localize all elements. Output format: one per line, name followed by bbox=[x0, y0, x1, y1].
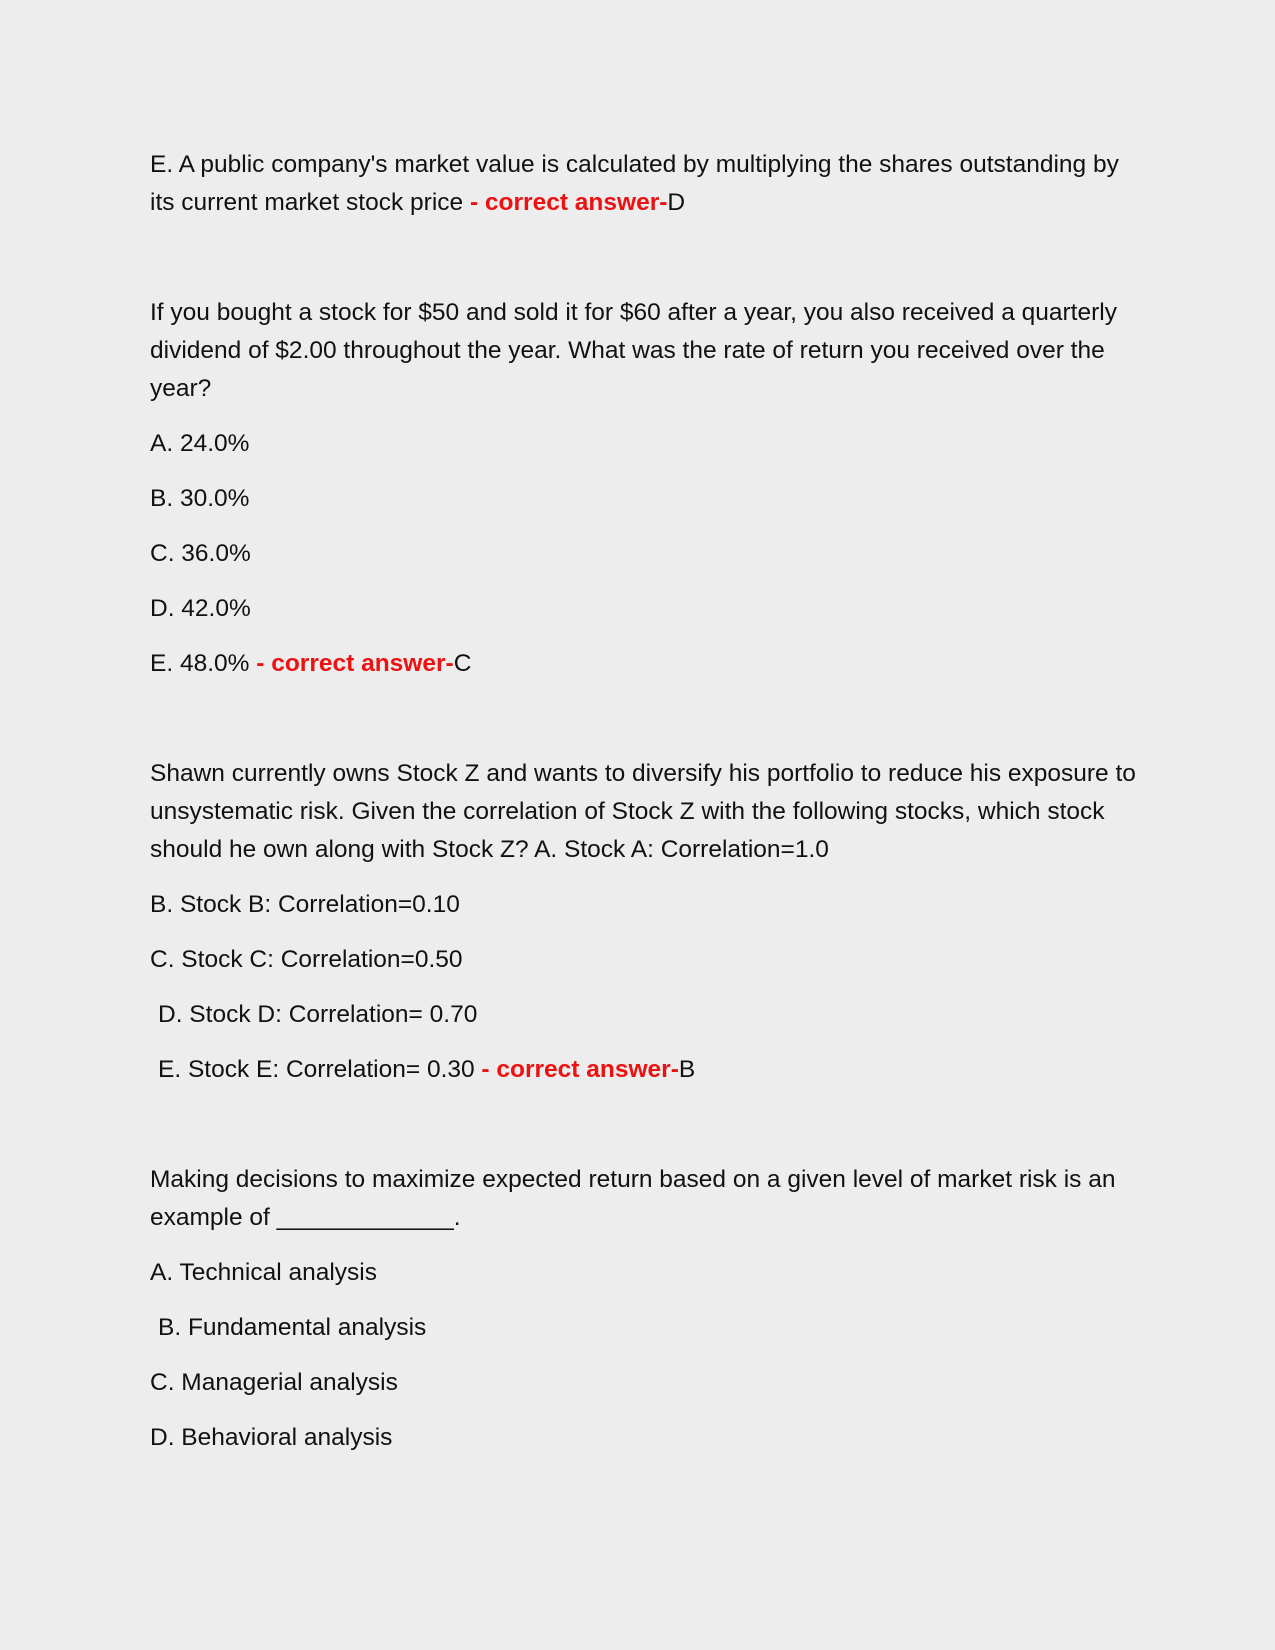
question-block-2 bbox=[150, 294, 1140, 683]
option-a: A. 24.0% bbox=[150, 430, 250, 457]
question-block-3 bbox=[150, 755, 1140, 1089]
correct-answer-letter: D bbox=[667, 189, 686, 216]
option-text: E. Stock E: Correlation= 0.30 bbox=[158, 1056, 475, 1083]
option-c: C. Stock C: Correlation=0.50 bbox=[150, 946, 463, 973]
question-block-1 bbox=[150, 146, 1140, 222]
option-d: D. Stock D: Correlation= 0.70 bbox=[158, 1001, 478, 1028]
option-a: A. Technical analysis bbox=[150, 1259, 377, 1286]
document-page bbox=[150, 146, 1140, 1457]
option-text: E. A public company's market value is calculated by multiplying the shares outstanding by its current market stock price bbox=[150, 151, 1119, 216]
question-text: If you bought a stock for $50 and sold it for $60 after a year, you also received a quarterly dividend of $2.00 throughout the year. What was the rate of return you received over the year? bbox=[150, 299, 1117, 402]
option-d: D. Behavioral analysis bbox=[150, 1424, 393, 1451]
correct-answer-marker: - correct answer- bbox=[249, 650, 454, 677]
option-c: C. Managerial analysis bbox=[150, 1369, 398, 1396]
option-b: B. Stock B: Correlation=0.10 bbox=[150, 891, 460, 918]
option-e bbox=[150, 645, 1140, 683]
correct-answer-letter: B bbox=[678, 1056, 696, 1083]
option-text: E. 48.0% bbox=[150, 650, 250, 677]
question-text: Making decisions to maximize expected return based on a given level of market risk is an example of _____________. bbox=[150, 1166, 1116, 1231]
option-b: B. Fundamental analysis bbox=[158, 1314, 427, 1341]
question-text: Shawn currently owns Stock Z and wants to diversify his portfolio to reduce his exposure to unsystematic risk. Given the correlation of Stock Z with the following stocks, which stock should he own along with Stock Z? A. Stock A: Correlation=1.0 bbox=[150, 760, 1136, 863]
question-block-4 bbox=[150, 1161, 1140, 1457]
option-d: D. 42.0% bbox=[150, 595, 251, 622]
question-1-tail bbox=[150, 146, 1140, 222]
correct-answer-letter: C bbox=[453, 650, 472, 677]
correct-answer-marker: - correct answer- bbox=[474, 1056, 679, 1083]
option-e bbox=[150, 1051, 1140, 1089]
correct-answer-marker: - correct answer- bbox=[463, 189, 668, 216]
option-c: C. 36.0% bbox=[150, 540, 251, 567]
option-b: B. 30.0% bbox=[150, 485, 250, 512]
